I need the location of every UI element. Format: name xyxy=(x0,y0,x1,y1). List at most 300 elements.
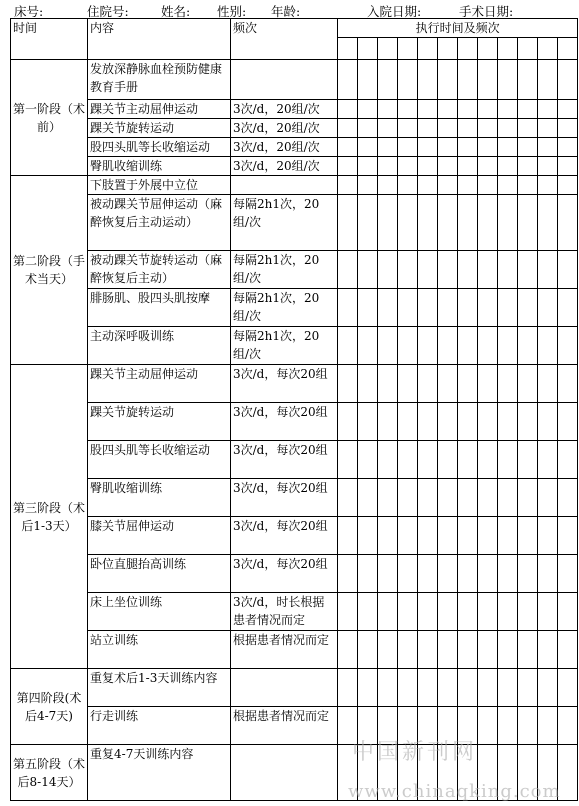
exec-cell[interactable] xyxy=(458,441,478,479)
exec-cell[interactable] xyxy=(398,195,418,251)
exec-cell[interactable] xyxy=(538,517,558,555)
exec-cell[interactable] xyxy=(398,119,418,138)
exec-cell[interactable] xyxy=(518,441,538,479)
exec-cell[interactable] xyxy=(438,289,458,327)
exec-cell[interactable] xyxy=(438,195,458,251)
exec-cell[interactable] xyxy=(358,38,378,60)
exec-cell[interactable] xyxy=(498,138,518,157)
exec-cell[interactable] xyxy=(438,365,458,403)
exec-cell[interactable] xyxy=(458,289,478,327)
surgery-date-label: 手术日期: xyxy=(459,4,514,19)
exec-cell[interactable] xyxy=(378,251,398,289)
exec-cell[interactable] xyxy=(478,707,498,745)
exec-cell[interactable] xyxy=(338,119,358,138)
exec-cell[interactable] xyxy=(498,251,518,289)
exec-cell[interactable] xyxy=(498,441,518,479)
exec-cell[interactable] xyxy=(398,60,418,100)
table-row xyxy=(11,60,578,100)
exec-cell[interactable] xyxy=(438,403,458,441)
exec-cell[interactable] xyxy=(558,138,578,157)
exec-cell[interactable] xyxy=(358,479,378,517)
exec-cell[interactable] xyxy=(438,441,458,479)
frequency-cell: 根据患者情况而定 xyxy=(231,631,338,669)
age-label: 年龄: xyxy=(271,4,301,19)
exec-cell[interactable] xyxy=(398,100,418,119)
exec-cell[interactable] xyxy=(518,593,538,631)
exec-cell[interactable] xyxy=(458,38,478,60)
exec-cell[interactable] xyxy=(558,119,578,138)
stage-label: 第三阶段（术后1-3天） xyxy=(11,365,88,669)
table-row xyxy=(11,631,578,669)
exec-cell[interactable] xyxy=(478,38,498,60)
exec-cell[interactable] xyxy=(418,38,438,60)
exec-cell[interactable] xyxy=(458,176,478,195)
exec-cell[interactable] xyxy=(558,593,578,631)
exec-cell[interactable] xyxy=(478,60,498,100)
exec-cell[interactable] xyxy=(378,441,398,479)
exec-cell[interactable] xyxy=(398,289,418,327)
content-cell: 卧位直腿抬高训练 xyxy=(88,555,231,593)
exec-cell[interactable] xyxy=(458,555,478,593)
exec-cell[interactable] xyxy=(518,138,538,157)
exec-cell[interactable] xyxy=(478,100,498,119)
stage-label: 第二阶段（手术当天） xyxy=(11,176,88,365)
table-row xyxy=(11,138,578,157)
exec-cell[interactable] xyxy=(558,327,578,365)
exec-cell[interactable] xyxy=(558,38,578,60)
exec-cell[interactable] xyxy=(398,555,418,593)
exec-cell[interactable] xyxy=(418,100,438,119)
bed-label: 床号: xyxy=(14,4,44,19)
exec-cell[interactable] xyxy=(478,517,498,555)
exec-cell[interactable] xyxy=(558,251,578,289)
exec-cell[interactable] xyxy=(498,403,518,441)
content-cell: 股四头肌等长收缩运动 xyxy=(88,441,231,479)
content-cell: 行走训练 xyxy=(88,707,231,745)
exec-cell[interactable] xyxy=(538,327,558,365)
name-label: 姓名: xyxy=(161,4,191,19)
exec-cell[interactable] xyxy=(338,631,358,669)
exec-cell[interactable] xyxy=(338,593,358,631)
exec-cell[interactable] xyxy=(358,157,378,176)
content-cell: 股四头肌等长收缩运动 xyxy=(88,138,231,157)
exec-cell[interactable] xyxy=(358,60,378,100)
exec-cell[interactable] xyxy=(398,593,418,631)
exec-cell[interactable] xyxy=(438,176,458,195)
exec-cell[interactable] xyxy=(418,669,438,707)
exec-cell[interactable] xyxy=(338,195,358,251)
exec-cell[interactable] xyxy=(398,251,418,289)
exec-cell[interactable] xyxy=(518,479,538,517)
exec-cell[interactable] xyxy=(418,157,438,176)
frequency-cell: 3次/d，20组/次 xyxy=(231,119,338,138)
exec-cell[interactable] xyxy=(538,195,558,251)
exec-cell[interactable] xyxy=(558,176,578,195)
frequency-cell xyxy=(231,176,338,195)
exec-cell[interactable] xyxy=(458,669,478,707)
exec-cell[interactable] xyxy=(478,479,498,517)
exec-cell[interactable] xyxy=(398,157,418,176)
frequency-cell: 每隔2h1次，20组/次 xyxy=(231,251,338,289)
exec-cell[interactable] xyxy=(338,38,358,60)
frequency-cell: 3次/d，每次20组 xyxy=(231,555,338,593)
frequency-cell: 每隔2h1次，20组/次 xyxy=(231,289,338,327)
exec-cell[interactable] xyxy=(498,555,518,593)
exec-cell[interactable] xyxy=(558,555,578,593)
exec-cell[interactable] xyxy=(378,60,398,100)
exec-cell[interactable] xyxy=(518,403,538,441)
exec-cell[interactable] xyxy=(358,138,378,157)
content-cell: 臀肌收缩训练 xyxy=(88,479,231,517)
exec-cell[interactable] xyxy=(338,669,358,707)
exec-cell[interactable] xyxy=(438,669,458,707)
exec-cell[interactable] xyxy=(538,38,558,60)
execution-header: 执行时间及频次 xyxy=(338,19,578,38)
exec-cell[interactable] xyxy=(378,593,398,631)
exec-cell[interactable] xyxy=(518,365,538,403)
exec-cell[interactable] xyxy=(438,119,458,138)
exec-cell[interactable] xyxy=(538,157,558,176)
exec-cell[interactable] xyxy=(518,100,538,119)
exec-cell[interactable] xyxy=(338,365,358,403)
content-cell: 踝关节主动屈伸运动 xyxy=(88,100,231,119)
exec-cell[interactable] xyxy=(418,195,438,251)
exec-cell[interactable] xyxy=(478,251,498,289)
exec-cell[interactable] xyxy=(378,38,398,60)
exec-cell[interactable] xyxy=(358,100,378,119)
exec-cell[interactable] xyxy=(398,403,418,441)
exec-cell[interactable] xyxy=(358,403,378,441)
exec-cell[interactable] xyxy=(458,119,478,138)
frequency-cell: 3次/d，每次20组 xyxy=(231,517,338,555)
rehab-schedule-table xyxy=(10,18,578,801)
exec-cell[interactable] xyxy=(478,555,498,593)
sex-label: 性别: xyxy=(217,4,247,19)
exec-cell[interactable] xyxy=(418,289,438,327)
exec-cell[interactable] xyxy=(338,251,358,289)
exec-cell[interactable] xyxy=(458,479,478,517)
exec-cell[interactable] xyxy=(498,176,518,195)
frequency-cell: 3次/d，20组/次 xyxy=(231,100,338,119)
exec-cell[interactable] xyxy=(378,289,398,327)
exec-cell[interactable] xyxy=(478,119,498,138)
content-cell: 踝关节旋转运动 xyxy=(88,119,231,138)
exec-cell[interactable] xyxy=(418,60,438,100)
time-header: 时间 xyxy=(11,19,88,60)
exec-cell[interactable] xyxy=(558,479,578,517)
exec-cell[interactable] xyxy=(438,251,458,289)
exec-cell[interactable] xyxy=(458,251,478,289)
exec-cell[interactable] xyxy=(338,517,358,555)
frequency-cell xyxy=(231,669,338,707)
exec-cell[interactable] xyxy=(418,441,438,479)
exec-cell[interactable] xyxy=(378,631,398,669)
exec-cell[interactable] xyxy=(378,157,398,176)
exec-cell[interactable] xyxy=(458,365,478,403)
exec-cell[interactable] xyxy=(398,38,418,60)
exec-cell[interactable] xyxy=(518,251,538,289)
table-row xyxy=(11,593,578,631)
exec-cell[interactable] xyxy=(438,138,458,157)
exec-cell[interactable] xyxy=(458,517,478,555)
exec-cell[interactable] xyxy=(518,517,538,555)
exec-cell[interactable] xyxy=(418,517,438,555)
exec-cell[interactable] xyxy=(338,176,358,195)
exec-cell[interactable] xyxy=(398,669,418,707)
exec-cell[interactable] xyxy=(358,289,378,327)
exec-cell[interactable] xyxy=(378,176,398,195)
exec-cell[interactable] xyxy=(478,403,498,441)
exec-cell[interactable] xyxy=(458,327,478,365)
exec-cell[interactable] xyxy=(458,60,478,100)
exec-cell[interactable] xyxy=(338,403,358,441)
exec-cell[interactable] xyxy=(358,517,378,555)
exec-cell[interactable] xyxy=(498,479,518,517)
exec-cell[interactable] xyxy=(398,631,418,669)
exec-cell[interactable] xyxy=(538,707,558,745)
frequency-cell xyxy=(231,60,338,100)
exec-cell[interactable] xyxy=(378,365,398,403)
exec-cell[interactable] xyxy=(398,441,418,479)
exec-cell[interactable] xyxy=(538,669,558,707)
exec-cell[interactable] xyxy=(338,100,358,119)
exec-cell[interactable] xyxy=(378,138,398,157)
exec-cell[interactable] xyxy=(538,100,558,119)
exec-cell[interactable] xyxy=(438,555,458,593)
exec-cell[interactable] xyxy=(558,441,578,479)
content-cell: 重复术后1-3天训练内容 xyxy=(88,669,231,707)
exec-cell[interactable] xyxy=(418,593,438,631)
exec-cell[interactable] xyxy=(558,60,578,100)
exec-cell[interactable] xyxy=(478,441,498,479)
exec-cell[interactable] xyxy=(398,327,418,365)
exec-cell[interactable] xyxy=(538,631,558,669)
exec-cell[interactable] xyxy=(458,403,478,441)
exec-cell[interactable] xyxy=(398,138,418,157)
exec-cell[interactable] xyxy=(518,176,538,195)
exec-cell[interactable] xyxy=(438,100,458,119)
exec-cell[interactable] xyxy=(478,327,498,365)
exec-cell[interactable] xyxy=(358,195,378,251)
content-cell: 重复4-7天训练内容 xyxy=(88,745,231,801)
exec-cell[interactable] xyxy=(398,176,418,195)
exec-cell[interactable] xyxy=(558,669,578,707)
exec-cell[interactable] xyxy=(438,38,458,60)
exec-cell[interactable] xyxy=(438,60,458,100)
exec-cell[interactable] xyxy=(518,555,538,593)
exec-cell[interactable] xyxy=(418,631,438,669)
exec-cell[interactable] xyxy=(498,38,518,60)
exec-cell[interactable] xyxy=(378,479,398,517)
exec-cell[interactable] xyxy=(538,119,558,138)
exec-cell[interactable] xyxy=(398,365,418,403)
exec-cell[interactable] xyxy=(538,60,558,100)
exec-cell[interactable] xyxy=(478,289,498,327)
frequency-cell: 每隔2h1次，20组/次 xyxy=(231,327,338,365)
exec-cell[interactable] xyxy=(498,157,518,176)
exec-cell[interactable] xyxy=(338,555,358,593)
exec-cell[interactable] xyxy=(478,631,498,669)
exec-cell[interactable] xyxy=(518,38,538,60)
exec-cell[interactable] xyxy=(418,479,438,517)
frequency-cell: 3次/d，20组/次 xyxy=(231,138,338,157)
exec-cell[interactable] xyxy=(438,479,458,517)
exec-cell[interactable] xyxy=(438,517,458,555)
exec-cell[interactable] xyxy=(518,707,538,745)
exec-cell[interactable] xyxy=(358,365,378,403)
stage-label: 第四阶段(术后4-7天) xyxy=(11,669,88,745)
exec-cell[interactable] xyxy=(418,365,438,403)
admission-number-label: 住院号: xyxy=(87,4,129,19)
exec-cell[interactable] xyxy=(518,195,538,251)
exec-cell[interactable] xyxy=(338,60,358,100)
exec-cell[interactable] xyxy=(478,138,498,157)
exec-cell[interactable] xyxy=(338,441,358,479)
exec-cell[interactable] xyxy=(538,403,558,441)
exec-cell[interactable] xyxy=(378,100,398,119)
table-row xyxy=(11,157,578,176)
frequency-header: 频次 xyxy=(231,19,338,60)
exec-cell[interactable] xyxy=(478,195,498,251)
exec-cell[interactable] xyxy=(518,631,538,669)
exec-cell[interactable] xyxy=(558,403,578,441)
table-row xyxy=(11,403,578,441)
frequency-cell: 3次/d，每次20组 xyxy=(231,403,338,441)
exec-cell[interactable] xyxy=(398,479,418,517)
exec-cell[interactable] xyxy=(358,327,378,365)
exec-cell[interactable] xyxy=(338,157,358,176)
stage-label: 第一阶段（术前） xyxy=(11,60,88,176)
exec-cell[interactable] xyxy=(438,157,458,176)
exec-cell[interactable] xyxy=(538,441,558,479)
exec-cell[interactable] xyxy=(378,669,398,707)
exec-cell[interactable] xyxy=(378,403,398,441)
exec-cell[interactable] xyxy=(458,157,478,176)
exec-cell[interactable] xyxy=(498,669,518,707)
exec-cell[interactable] xyxy=(558,707,578,745)
exec-cell[interactable] xyxy=(518,119,538,138)
form-header xyxy=(0,0,579,18)
frequency-cell: 每隔2h1次，20组/次 xyxy=(231,195,338,251)
exec-cell[interactable] xyxy=(518,669,538,707)
exec-cell[interactable] xyxy=(478,157,498,176)
exec-cell[interactable] xyxy=(358,631,378,669)
exec-cell[interactable] xyxy=(458,593,478,631)
content-cell: 踝关节主动屈伸运动 xyxy=(88,365,231,403)
exec-cell[interactable] xyxy=(498,327,518,365)
exec-cell[interactable] xyxy=(438,327,458,365)
exec-cell[interactable] xyxy=(498,195,518,251)
exec-cell[interactable] xyxy=(498,517,518,555)
exec-cell[interactable] xyxy=(538,251,558,289)
exec-cell[interactable] xyxy=(558,289,578,327)
exec-cell[interactable] xyxy=(478,365,498,403)
table-row xyxy=(11,195,578,251)
exec-cell[interactable] xyxy=(398,517,418,555)
exec-cell[interactable] xyxy=(538,365,558,403)
content-cell: 被动踝关节屈伸运动（麻醉恢复后主动运动） xyxy=(88,195,231,251)
exec-cell[interactable] xyxy=(498,119,518,138)
exec-cell[interactable] xyxy=(558,195,578,251)
exec-cell[interactable] xyxy=(338,289,358,327)
frequency-cell: 3次/d，每次20组 xyxy=(231,441,338,479)
exec-cell[interactable] xyxy=(458,138,478,157)
header-row xyxy=(11,19,578,38)
exec-cell[interactable] xyxy=(418,176,438,195)
exec-cell[interactable] xyxy=(498,60,518,100)
exec-cell[interactable] xyxy=(438,631,458,669)
exec-cell[interactable] xyxy=(498,631,518,669)
exec-cell[interactable] xyxy=(558,100,578,119)
exec-cell[interactable] xyxy=(418,119,438,138)
exec-cell[interactable] xyxy=(418,327,438,365)
exec-cell[interactable] xyxy=(378,195,398,251)
exec-cell[interactable] xyxy=(358,176,378,195)
exec-cell[interactable] xyxy=(418,403,438,441)
table-row xyxy=(11,176,578,195)
exec-cell[interactable] xyxy=(498,707,518,745)
exec-cell[interactable] xyxy=(538,176,558,195)
exec-cell[interactable] xyxy=(338,327,358,365)
exec-cell[interactable] xyxy=(478,593,498,631)
exec-cell[interactable] xyxy=(338,138,358,157)
exec-cell[interactable] xyxy=(538,593,558,631)
exec-cell[interactable] xyxy=(558,631,578,669)
exec-cell[interactable] xyxy=(358,669,378,707)
exec-cell[interactable] xyxy=(378,517,398,555)
exec-cell[interactable] xyxy=(498,100,518,119)
exec-cell[interactable] xyxy=(478,669,498,707)
exec-cell[interactable] xyxy=(358,555,378,593)
exec-cell[interactable] xyxy=(498,289,518,327)
exec-cell[interactable] xyxy=(498,365,518,403)
exec-cell[interactable] xyxy=(518,327,538,365)
content-cell: 发放深静脉血栓预防健康教育手册 xyxy=(88,60,231,100)
exec-cell[interactable] xyxy=(478,176,498,195)
exec-cell[interactable] xyxy=(538,555,558,593)
exec-cell[interactable] xyxy=(458,195,478,251)
exec-cell[interactable] xyxy=(538,138,558,157)
exec-cell[interactable] xyxy=(498,593,518,631)
exec-cell[interactable] xyxy=(458,631,478,669)
watermark-url: www.chinaqking.com xyxy=(348,781,561,802)
exec-cell[interactable] xyxy=(378,119,398,138)
exec-cell[interactable] xyxy=(558,517,578,555)
exec-cell[interactable] xyxy=(558,157,578,176)
exec-cell[interactable] xyxy=(518,157,538,176)
exec-cell[interactable] xyxy=(358,119,378,138)
exec-cell[interactable] xyxy=(538,479,558,517)
exec-cell[interactable] xyxy=(418,555,438,593)
exec-cell[interactable] xyxy=(538,289,558,327)
table-row xyxy=(11,555,578,593)
exec-cell[interactable] xyxy=(378,327,398,365)
exec-cell[interactable] xyxy=(358,441,378,479)
table-row xyxy=(11,289,578,327)
exec-cell[interactable] xyxy=(418,138,438,157)
exec-cell[interactable] xyxy=(418,251,438,289)
exec-cell[interactable] xyxy=(458,100,478,119)
exec-cell[interactable] xyxy=(518,60,538,100)
exec-cell[interactable] xyxy=(358,251,378,289)
exec-cell[interactable] xyxy=(518,289,538,327)
exec-cell[interactable] xyxy=(378,555,398,593)
exec-cell[interactable] xyxy=(358,593,378,631)
exec-cell[interactable] xyxy=(338,479,358,517)
table-row xyxy=(11,517,578,555)
exec-cell[interactable] xyxy=(558,365,578,403)
exec-cell[interactable] xyxy=(438,593,458,631)
